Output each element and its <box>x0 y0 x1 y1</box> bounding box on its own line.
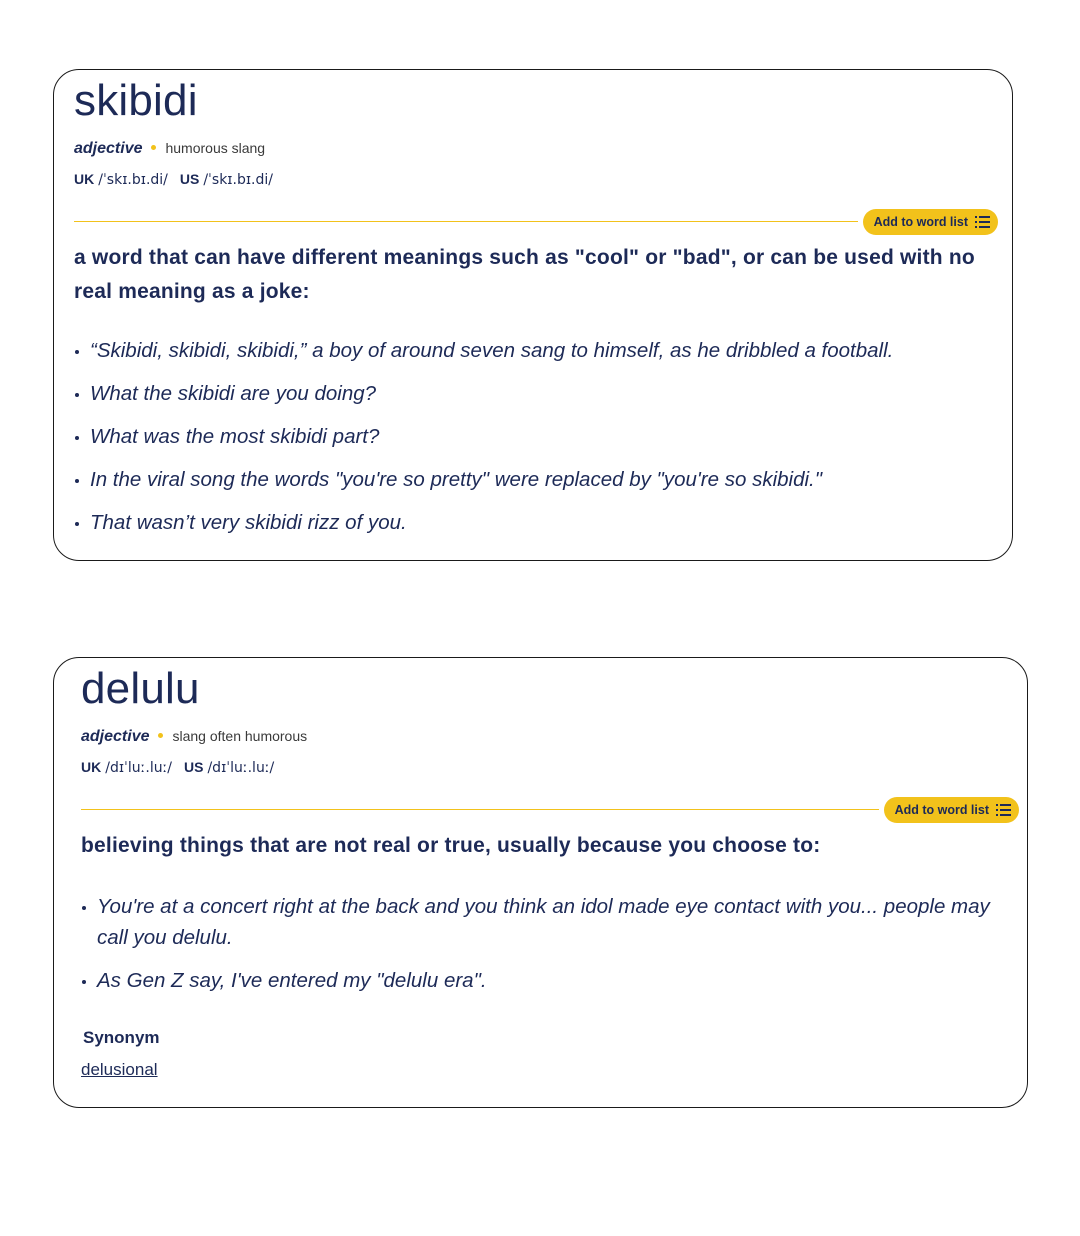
headword: delulu <box>81 664 200 713</box>
example-list <box>81 891 999 1008</box>
pronunciation-line <box>81 757 286 778</box>
usage-register: slang often humorous <box>172 728 308 744</box>
usage-register: humorous slang <box>165 140 266 156</box>
uk-ipa: /dɪˈluː.luː/ <box>105 760 173 776</box>
add-to-word-list-label: Add to word list <box>873 215 968 229</box>
definition: a word that can have different meanings such as "cool" or "bad", or can be used with no real meaning as a joke: <box>74 246 975 303</box>
separator-dot-icon <box>158 733 163 738</box>
example-sentence: As Gen Z say, I've entered my "delulu era". <box>81 965 999 996</box>
us-label: US <box>184 759 204 775</box>
divider <box>74 221 858 222</box>
add-to-word-list-button[interactable] <box>884 797 1019 823</box>
example-sentence: That wasn’t very skibidi rizz of you. <box>74 507 978 538</box>
list-icon <box>975 216 990 228</box>
us-ipa: /ˈskɪ.bɪ.di/ <box>203 172 273 188</box>
dictionary-entry-card <box>53 657 1028 1108</box>
example-sentence: You're at a concert right at the back and you think an idol made eye contact with you... people may call you delulu. <box>81 891 999 953</box>
divider <box>81 809 879 810</box>
definition: believing things that are not real or true, usually because you choose to: <box>81 834 821 857</box>
us-ipa: /dɪˈluː.luː/ <box>207 760 275 776</box>
us-label: US <box>179 171 200 187</box>
headword: skibidi <box>74 76 198 125</box>
uk-ipa: /ˈskɪ.bɪ.di/ <box>98 172 168 188</box>
grammar-line <box>74 138 265 159</box>
example-sentence: In the viral song the words "you're so pretty" were replaced by "you're so skibidi." <box>74 464 978 495</box>
synonym-label: Synonym <box>83 1028 160 1047</box>
add-to-word-list-label: Add to word list <box>894 803 989 817</box>
add-to-word-list-button[interactable] <box>863 209 998 235</box>
synonym-link[interactable]: delusional <box>81 1060 158 1079</box>
list-icon <box>996 804 1011 816</box>
uk-label: UK <box>74 171 95 187</box>
example-sentence: “Skibidi, skibidi, skibidi,” a boy of around seven sang to himself, as he dribbled a football. <box>74 335 978 366</box>
part-of-speech: adjective <box>81 728 150 745</box>
grammar-line <box>81 726 307 747</box>
pronunciation-line <box>74 169 285 190</box>
example-sentence: What was the most skibidi part? <box>74 421 978 452</box>
part-of-speech: adjective <box>74 140 143 157</box>
example-sentence: What the skibidi are you doing? <box>74 378 978 409</box>
dictionary-entry-card <box>53 69 1013 561</box>
uk-label: UK <box>81 759 102 775</box>
example-list <box>74 335 978 550</box>
separator-dot-icon <box>151 145 156 150</box>
